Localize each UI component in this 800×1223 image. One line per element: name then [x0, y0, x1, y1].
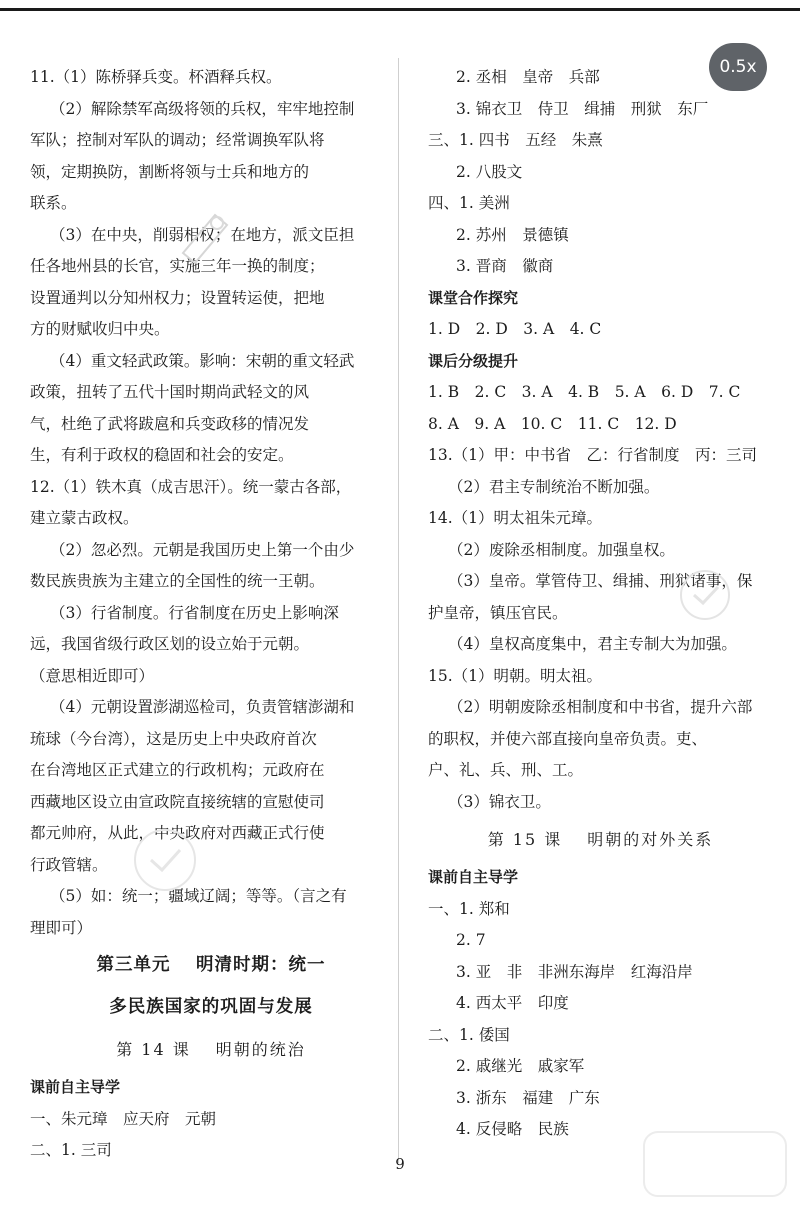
text-line: 理即可）	[30, 918, 93, 937]
text-line: 15.（1）明朝。明太祖。	[428, 666, 603, 685]
text-line: 联系。	[30, 194, 77, 212]
text-line: 四、1. 美洲	[428, 194, 510, 212]
text-line: 8. A 9. A 10. C 11. C 12. D	[428, 414, 677, 433]
text-line: 琉球（今台湾），这是历史上中央政府首次	[30, 729, 317, 748]
text-line: 远，我国省级行政区划的设立始于元朝。	[30, 635, 310, 653]
unit-heading: 多民族国家的巩固与发展	[109, 997, 313, 1017]
text-line: 在台湾地区正式建立的行政机构；元政府在	[30, 761, 325, 779]
watermark-checkmark-icon	[670, 565, 740, 625]
text-line: 11.（1）陈桥驿兵变。杯酒释兵权。	[30, 68, 282, 86]
zoom-level-badge[interactable]: 0.5x	[709, 43, 767, 91]
text-line: （2）废除丞相制度。加强皇权。	[448, 540, 675, 559]
text-line: 2. 7	[456, 931, 486, 949]
page-number: 9	[395, 1155, 405, 1173]
text-line: 西藏地区设立由宣政院直接统辖的宣慰使司	[30, 792, 325, 811]
text-line: 2. 八股文	[456, 162, 523, 181]
text-line: 都元帅府，从此，中央政府对西藏正式行使	[30, 824, 325, 842]
text-line: 一、朱元璋 应天府 元朝	[30, 1109, 217, 1128]
section-heading: 课后分级提升	[428, 351, 519, 370]
text-line: 方的财赋收归中央。	[30, 320, 170, 338]
text-line: 2. 丞相 皇帝 兵部	[456, 68, 600, 86]
text-line: （4）皇权高度集中，君主专制大为加强。	[448, 635, 737, 653]
text-line: 设置通判以分知州权力；设置转运使，把地	[30, 288, 325, 307]
text-line: 气，杜绝了武将跋扈和兵变政移的情况发	[30, 414, 310, 433]
text-line: 政策，扭转了五代十国时期尚武轻文的风	[30, 383, 310, 401]
lesson-heading: 第 14 课 明朝的统治	[116, 1040, 306, 1059]
text-line: 二、1. 倭国	[428, 1025, 510, 1044]
text-line: （3）在中央，削弱相权；在地方，派文臣担	[50, 225, 355, 244]
text-line: 1. D 2. D 3. A 4. C	[428, 320, 602, 338]
text-line: （4）元朝设置澎湖巡检司，负责管辖澎湖和	[50, 698, 355, 716]
text-line: 数民族贵族为主建立的全国性的统一王朝。	[30, 572, 325, 590]
text-line: 行政管辖。	[30, 855, 108, 874]
text-line: 二、1. 三司	[30, 1141, 112, 1159]
text-line: 3. 锦衣卫 侍卫 缉捕 刑狱 东厂	[456, 99, 709, 118]
text-line: 生，有利于政权的稳固和社会的安定。	[30, 446, 294, 464]
text-line: 护皇帝，镇压官民。	[428, 603, 568, 622]
watermark-checkmark-icon	[125, 820, 205, 930]
text-line: （3）皇帝。掌管侍卫、缉捕、刑狱诸事，保	[448, 572, 753, 590]
text-line: （3）行省制度。行省制度在历史上影响深	[50, 603, 339, 622]
lesson-heading: 第 15 课 明朝的对外关系	[487, 830, 714, 849]
text-line: 户、礼、兵、刑、工。	[428, 761, 584, 779]
text-line: 13.（1）甲：中书省 乙：行省制度 丙：三司	[428, 446, 758, 464]
watermark-stamp-icon	[165, 205, 245, 275]
section-heading: 课堂合作探究	[428, 288, 519, 307]
text-line: 三、1. 四书 五经 朱熹	[428, 131, 603, 149]
section-heading: 课前自主导学	[30, 1078, 121, 1096]
text-line: （4）重文轻武政策。影响：宋朝的重文轻武	[50, 351, 355, 370]
text-line: 任各地州县的长官，实施三年一换的制度；	[30, 257, 325, 275]
text-line: （2）明朝废除丞相制度和中书省，提升六部	[448, 698, 753, 716]
text-line: （2）君主专制统治不断加强。	[448, 477, 660, 496]
text-line: 3. 晋商 徽商	[456, 257, 554, 275]
text-line: 1. B 2. C 3. A 4. B 5. A 6. D 7. C	[428, 383, 741, 401]
text-line: 4. 反侵略 民族	[456, 1120, 569, 1138]
top-border-line	[0, 8, 800, 11]
section-heading: 课前自主导学	[428, 868, 519, 886]
text-line: （5）如：统一；疆域辽阔；等等。（言之有	[50, 887, 347, 905]
text-line: 14.（1）明太祖朱元璋。	[428, 509, 603, 527]
text-line: 领，定期换防，割断将领与士兵和地方的	[30, 162, 310, 181]
text-line: （2）忽必烈。元朝是我国历史上第一个由少	[50, 540, 355, 559]
column-divider	[398, 58, 399, 1163]
text-line: 的职权，并使六部直接向皇帝负责。吏、	[428, 729, 708, 748]
text-line: 12.（1）铁木真（成吉思汗）。统一蒙古各部，	[30, 477, 352, 496]
text-line: （意思相近即可）	[30, 666, 155, 685]
text-line: 2. 戚继光 戚家军	[456, 1057, 585, 1075]
text-line: （3）锦衣卫。	[448, 792, 551, 811]
text-line: 建立蒙古政权。	[30, 509, 139, 527]
text-line: 3. 浙东 福建 广东	[456, 1088, 600, 1107]
text-line: 军队；控制对军队的调动；经常调换军队将	[30, 131, 325, 149]
text-line: 一、1. 郑和	[428, 899, 510, 918]
text-line: 3. 亚 非 非洲东海岸 红海沿岸	[456, 962, 693, 981]
unit-heading: 第三单元 明清时期：统一	[96, 955, 326, 975]
text-line: 4. 西太平 印度	[456, 994, 569, 1012]
text-line: （2）解除禁军高级将领的兵权，牢牢地控制	[50, 99, 355, 118]
text-line: 2. 苏州 景德镇	[456, 225, 569, 244]
